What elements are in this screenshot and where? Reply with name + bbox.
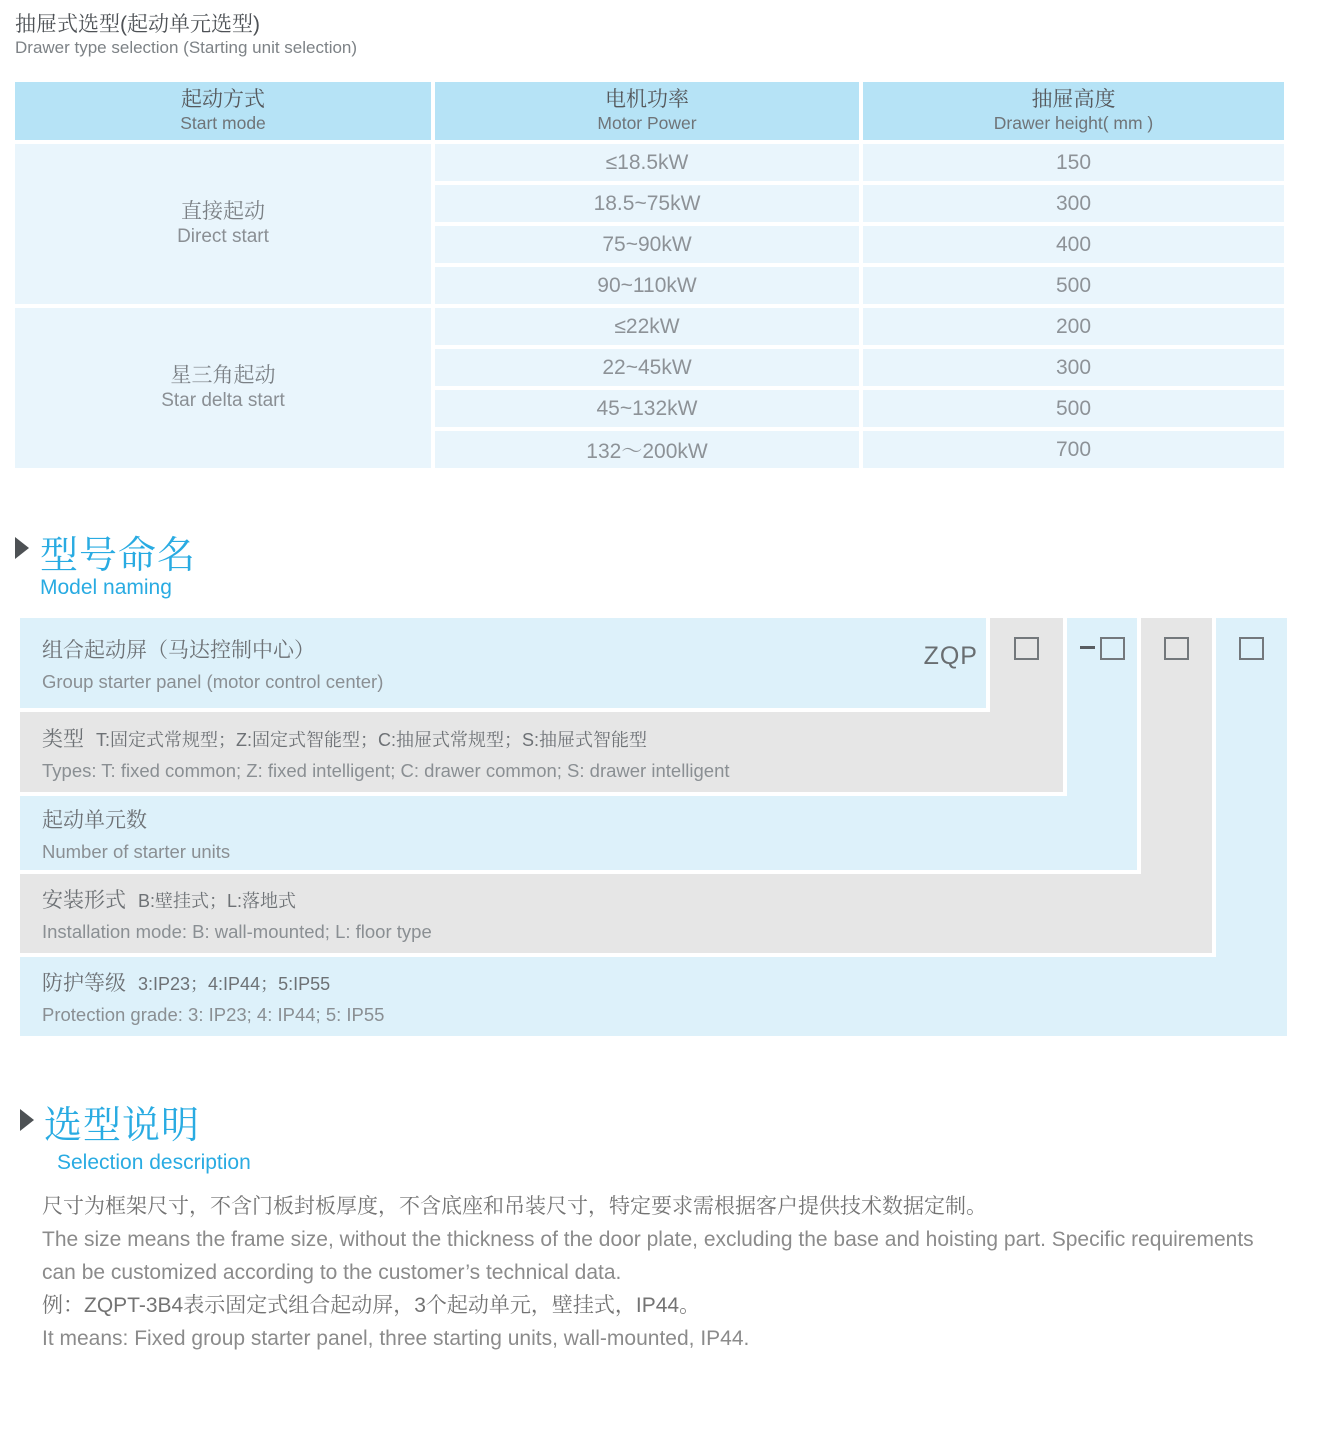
col-header-motor-power-en: Motor Power: [597, 113, 697, 134]
height-cell: 500: [863, 267, 1284, 304]
naming-row-group-starter-panel: [20, 618, 986, 708]
col-header-start-mode: [15, 82, 431, 140]
model-prefix: ZQP: [923, 642, 978, 670]
naming-row2-detail: T:固定式常规型；Z:固定式智能型；C:抽屉式常规型；S:抽屉式智能型: [96, 729, 648, 750]
height-cell: 300: [863, 349, 1284, 386]
power-cell: 90~110kW: [435, 267, 859, 304]
section-title-model-naming-en: Model naming: [40, 576, 172, 599]
page-title-en: Drawer type selection (Starting unit selection): [15, 38, 358, 57]
naming-row2-en: Types: T: fixed common; Z: fixed intelligent; C: drawer common; S: drawer intelligent: [42, 759, 730, 781]
power-cell: 18.5~75kW: [435, 185, 859, 222]
power-cell: 45~132kW: [435, 390, 859, 427]
naming-strip-starter-units: [1067, 618, 1137, 870]
naming-strip-installation-mode: [1141, 618, 1212, 953]
naming-row5-zh: [42, 967, 1287, 997]
naming-row4-label: 安装形式: [42, 889, 126, 912]
section-title-selection-desc-en: Selection description: [57, 1151, 251, 1174]
selection-description-block: [42, 1190, 1288, 1355]
naming-row1-en: Group starter panel (motor control center): [42, 670, 384, 692]
naming-row-installation-mode: [20, 874, 1212, 953]
desc-zh-2: 例：ZQPT-3B4表示固定式组合起动屏，3个起动单元，壁挂式，IP44。: [42, 1294, 701, 1317]
desc-en-2: It means: Fixed group starter panel, three starting units, wall-mounted, IP44.: [42, 1327, 750, 1350]
naming-row-protection-grade: [20, 957, 1287, 1036]
code-box-icon: [1164, 637, 1189, 660]
height-cell: 150: [863, 144, 1284, 181]
naming-row1-zh: 组合起动屏（马达控制中心）: [42, 638, 315, 662]
page-title-zh: 抽屉式选型(起动单元选型): [15, 13, 260, 36]
col-header-start-mode-zh: 起动方式: [181, 87, 265, 111]
code-box-icon: [1239, 637, 1264, 660]
naming-row2-zh: [42, 723, 1063, 753]
section-title-selection-desc-zh: 选型说明: [44, 1105, 201, 1147]
height-cell: 700: [863, 431, 1284, 468]
power-cell: 75~90kW: [435, 226, 859, 263]
group-cell-star-delta-start: [15, 308, 431, 468]
naming-row4-detail: B:壁挂式；L:落地式: [138, 891, 297, 911]
naming-strip-type: [990, 618, 1063, 792]
naming-strip-protection-grade: [1216, 618, 1287, 1036]
naming-row3-en: Number of starter units: [42, 840, 231, 862]
desc-en-1: The size means the frame size, without the thickness of the door plate, excluding the base and hoisting part. Specific requirements can be customized according to the customer’s technical data.: [42, 1228, 1254, 1284]
naming-row5-en: Protection grade: 3: IP23; 4: IP44; 5: IP55: [42, 1004, 385, 1025]
naming-row4-en: Installation mode: B: wall-mounted; L: floor type: [42, 921, 432, 942]
height-cell: 400: [863, 226, 1284, 263]
hyphen-icon: [1080, 646, 1095, 649]
direct-start-en: Direct start: [177, 226, 269, 248]
section-arrow-icon: [20, 1109, 34, 1131]
code-box-icon: [1100, 637, 1125, 660]
naming-row3-label: 起动单元数: [42, 808, 147, 832]
naming-row-starter-units: [20, 796, 1137, 870]
col-header-drawer-height-zh: 抽屉高度: [1031, 87, 1116, 111]
height-cell: 300: [863, 185, 1284, 222]
naming-row5-detail: 3:IP23；4:IP44；5:IP55: [138, 974, 331, 994]
naming-row5-label: 防护等级: [42, 972, 126, 995]
height-cell: 200: [863, 308, 1284, 345]
col-header-motor-power: [435, 82, 859, 140]
col-header-drawer-height-en: Drawer height( mm ): [993, 113, 1154, 134]
naming-row3-zh: [42, 804, 1137, 834]
naming-row-type: [20, 712, 1063, 792]
col-header-drawer-height: [863, 82, 1284, 140]
star-delta-start-zh: 星三角起动: [170, 364, 276, 387]
desc-zh-1: 尺寸为框架尺寸，不含门板封板厚度，不含底座和吊装尺寸，特定要求需根据客户提供技术数据定制。: [42, 1195, 987, 1218]
code-box-icon: [1014, 637, 1039, 660]
height-cell: 500: [863, 390, 1284, 427]
power-cell: 132～200kW: [435, 431, 859, 468]
direct-start-zh: 直接起动: [181, 200, 265, 223]
naming-row2-label: 类型: [42, 727, 84, 751]
power-cell: 22~45kW: [435, 349, 859, 386]
power-cell: ≤22kW: [435, 308, 859, 345]
power-cell: ≤18.5kW: [435, 144, 859, 181]
drawer-selection-table: [15, 82, 1284, 468]
naming-row4-zh: [42, 884, 1212, 914]
section-title-model-naming-zh: 型号命名: [40, 535, 197, 577]
section-arrow-icon: [15, 537, 29, 559]
col-header-motor-power-zh: 电机功率: [605, 87, 689, 111]
star-delta-start-en: Star delta start: [161, 390, 285, 412]
col-header-start-mode-en: Start mode: [180, 113, 266, 134]
group-cell-direct-start: [15, 144, 431, 304]
